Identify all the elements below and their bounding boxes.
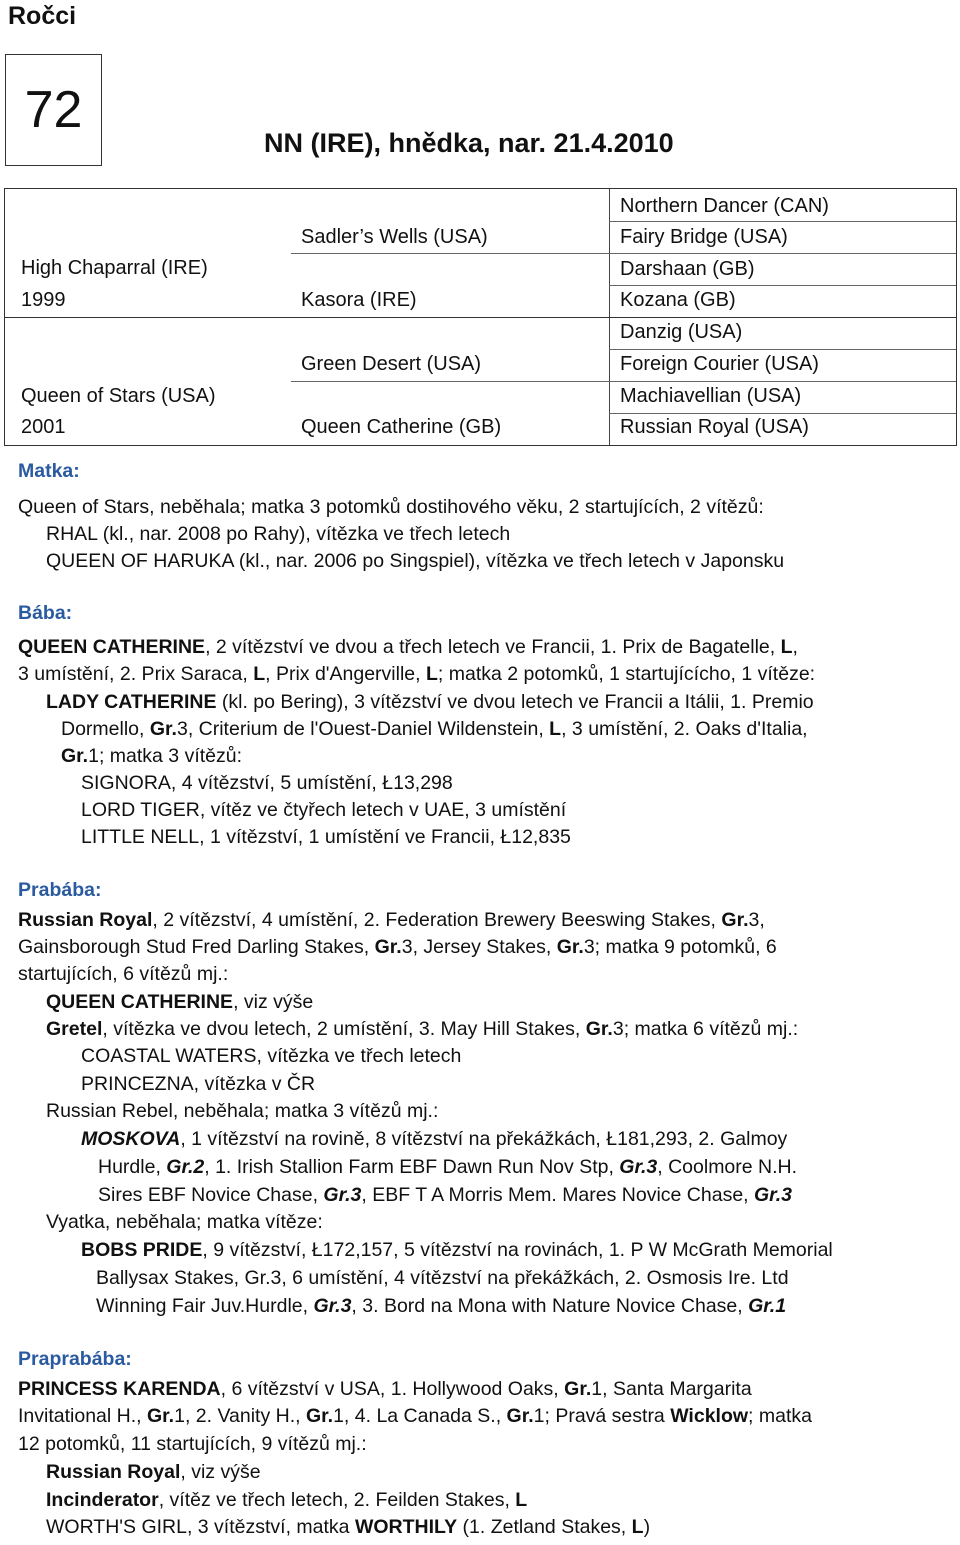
prababa-line: startujících, 6 vítězů mj.: [18, 963, 229, 985]
matka-line: QUEEN OF HARUKA (kl., nar. 2006 po Singspiel), vítězka ve třech letech v Japonsku [46, 550, 785, 572]
page-heading: Ročci [8, 2, 77, 30]
pedigree-dam-year: 2001 [21, 416, 66, 438]
prababa-line: Winning Fair Juv.Hurdle, Gr.3, 3. Bord na Mona with Nature Novice Chase, Gr.1 [96, 1295, 787, 1317]
baba-line: QUEEN CATHERINE, 2 vítězství ve dvou a třech letech ve Francii, 1. Prix de Bagatelle, L, [18, 636, 798, 658]
section-prababa: Prabába: [18, 879, 102, 901]
praprababa-line: PRINCESS KARENDA, 6 vítězství v USA, 1. Hollywood Oaks, Gr.1, Santa Margarita [18, 1378, 752, 1400]
horse-title: NN (IRE), hnědka, nar. 21.4.2010 [264, 128, 674, 158]
praprababa-line: 12 potomků, 11 startujících, 9 vítězů mj.: [18, 1433, 367, 1455]
baba-line: 3 umístění, 2. Prix Saraca, L, Prix d'Angerville, L; matka 2 potomků, 1 startujícícho, 1 vítěze: [18, 663, 816, 685]
matka-line: RHAL (kl., nar. 2008 po Rahy), vítězka ve třech letech [46, 523, 511, 545]
prababa-line: COASTAL WATERS, vítězka ve třech letech [81, 1045, 462, 1067]
praprababa-line: WORTH'S GIRL, 3 vítězství, matka WORTHILY (1. Zetland Stakes, L) [46, 1516, 651, 1538]
section-matka: Matka: [18, 460, 80, 482]
pedigree-g3-5: Danzig (USA) [620, 321, 743, 343]
pedigree-dam-dam: Queen Catherine (GB) [301, 416, 502, 438]
prababa-line: Sires EBF Novice Chase, Gr.3, EBF T A Morris Mem. Mares Novice Chase, Gr.3 [98, 1184, 792, 1206]
lot-number-box [5, 54, 102, 166]
baba-line: LADY CATHERINE (kl. po Bering), 3 vítězství ve dvou letech ve Francii a Itálii, 1. Premio [46, 691, 814, 713]
praprababa-line: Incinderator, vítěz ve třech letech, 2. Feilden Stakes, L [46, 1489, 528, 1511]
pedigree-g3-3: Darshaan (GB) [620, 258, 755, 280]
prababa-line: Ballysax Stakes, Gr.3, 6 umístění, 4 vítězství na překážkách, 2. Osmosis Ire. Ltd [96, 1267, 789, 1289]
baba-line: LITTLE NELL, 1 vítězství, 1 umístění ve Francii, Ł12,835 [81, 826, 571, 848]
baba-line: SIGNORA, 4 vítězství, 5 umístění, Ł13,298 [81, 772, 453, 794]
pedigree-sire-dam: Kasora (IRE) [301, 289, 417, 311]
prababa-line: QUEEN CATHERINE, viz výše [46, 991, 314, 1013]
prababa-line: PRINCEZNA, vítězka v ČR [81, 1073, 316, 1095]
baba-line: LORD TIGER, vítěz ve čtyřech letech v UAE, 3 umístění [81, 799, 567, 821]
praprababa-line: Invitational H., Gr.1, 2. Vanity H., Gr.1, 4. La Canada S., Gr.1; Pravá sestra Wicklow; matka [18, 1405, 812, 1427]
prababa-line: Vyatka, neběhala; matka vítěze: [46, 1211, 323, 1233]
pedigree-g3-6: Foreign Courier (USA) [620, 353, 819, 375]
section-praprababa: Praprabába: [18, 1348, 132, 1370]
pedigree-g3-4: Kozana (GB) [620, 289, 736, 311]
pedigree-g3-1: Northern Dancer (CAN) [620, 195, 829, 217]
prababa-line: MOSKOVA, 1 vítězství na rovině, 8 vítězství na překážkách, Ł181,293, 2. Galmoy [81, 1128, 788, 1150]
pedigree-sire: High Chaparral (IRE) [21, 257, 208, 279]
pedigree-dam-sire: Green Desert (USA) [301, 353, 482, 375]
prababa-line: Hurdle, Gr.2, 1. Irish Stallion Farm EBF Dawn Run Nov Stp, Gr.3, Coolmore N.H. [98, 1156, 798, 1178]
lot-number: 72 [24, 81, 83, 139]
baba-line: Dormello, Gr.3, Criterium de l'Ouest-Daniel Wildenstein, L, 3 umístění, 2. Oaks d'Italia, [61, 718, 808, 740]
matka-line: Queen of Stars, neběhala; matka 3 potomků dostihového věku, 2 startujících, 2 vítězů: [18, 496, 764, 518]
baba-line: Gr.1; matka 3 vítězů: [61, 745, 243, 767]
pedigree-g3-8: Russian Royal (USA) [620, 416, 809, 438]
pedigree-sire-year: 1999 [21, 289, 66, 311]
prababa-line: BOBS PRIDE, 9 vítězství, Ł172,157, 5 vítězství na rovinách, 1. P W McGrath Memorial [81, 1239, 833, 1261]
pedigree-g3-7: Machiavellian (USA) [620, 385, 802, 407]
pedigree-sire-sire: Sadler’s Wells (USA) [301, 226, 488, 248]
prababa-line: Russian Royal, 2 vítězství, 4 umístění, 2. Federation Brewery Beeswing Stakes, Gr.3, [18, 909, 765, 931]
prababa-line: Russian Rebel, neběhala; matka 3 vítězů mj.: [46, 1100, 439, 1122]
prababa-line: Gainsborough Stud Fred Darling Stakes, Gr.3, Jersey Stakes, Gr.3; matka 9 potomků, 6 [18, 936, 777, 958]
praprababa-line: Russian Royal, viz výše [46, 1461, 261, 1483]
pedigree-table [4, 188, 957, 446]
prababa-line: Gretel, vítězka ve dvou letech, 2 umístění, 3. May Hill Stakes, Gr.3; matka 6 vítězů mj.: [46, 1018, 799, 1040]
section-baba: Bába: [18, 602, 73, 624]
pedigree-g3-2: Fairy Bridge (USA) [620, 226, 788, 248]
pedigree-dam: Queen of Stars (USA) [21, 385, 216, 407]
